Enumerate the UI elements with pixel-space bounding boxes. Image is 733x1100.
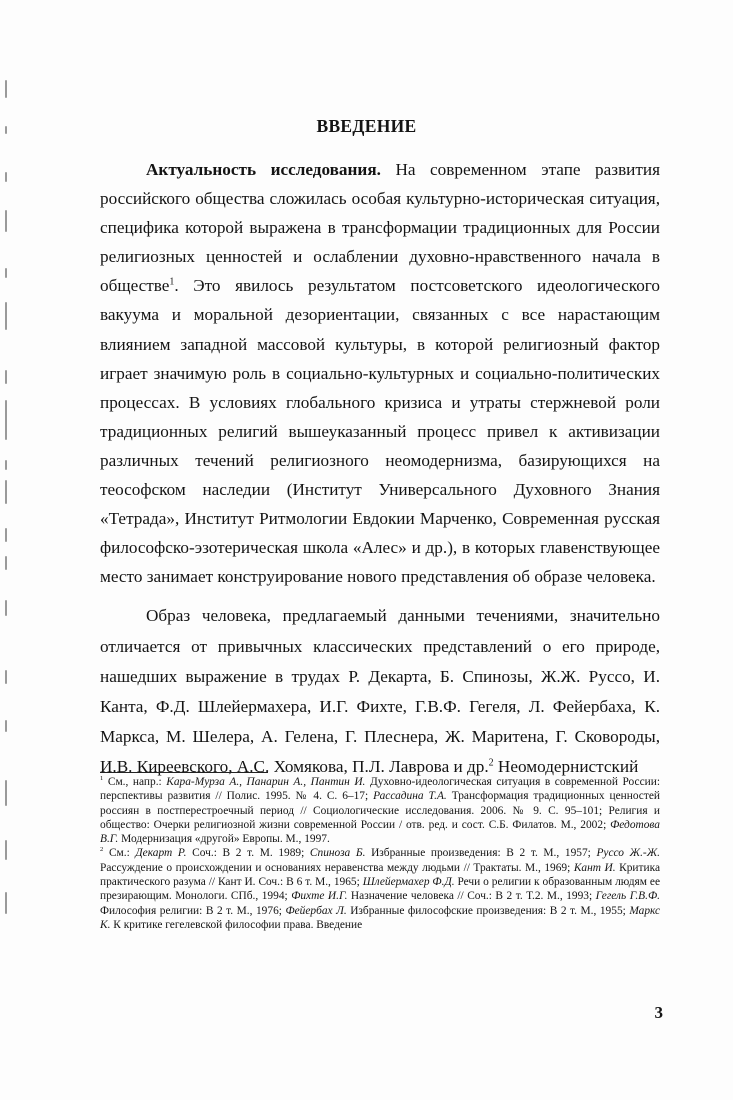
footnote-text: Рассуждение о происхождении и основаниях неравенства между людьми // Трактаты. М., 1969; — [100, 861, 574, 874]
paragraph-lead: Актуальность исследования. — [146, 160, 381, 179]
scan-edge-marks — [2, 80, 14, 940]
footnote-number: 1 — [100, 775, 104, 783]
page-title: ВВЕДЕНИЕ — [316, 116, 417, 136]
footnotes — [100, 775, 660, 932]
footnote-text: Модернизация «другой» Европы. М., 1997. — [118, 833, 330, 846]
footnote-author: Фихте И.Г. — [291, 890, 348, 903]
footnote-author: Шлейермахер Ф.Д. — [362, 876, 455, 889]
footnote-ref-1: 1 — [169, 276, 175, 288]
footnote-author: Кара-Мурза А., Панарин А., Пантин И. — [166, 776, 366, 788]
main-text — [100, 155, 660, 783]
paragraph-text: Неомодернистский — [493, 757, 639, 777]
footnote-author: Руссо Ж.-Ж. — [596, 847, 660, 860]
footnote-text: Речи о религии к образованным людям ее презирающим. Монологи. СПб., 1994; — [100, 876, 661, 903]
footnote-author: Федотова В.Г. — [100, 818, 660, 846]
paragraph-relevance — [100, 155, 660, 591]
paragraph-text: . Это явилось результатом постсоветского идеологического вакуума и моральной дезориентации, связанных с все нарастающим влиянием западной массовой культуры, в которой религиозный фактор играет значимую роль в социально-культурных и социально-политических процессах. В условиях глобального кризиса и утраты стержневой роли традиционных религий вышеуказанный процесс привел к активизации различных течений религиозного неомодернизма, базирующихся на теософском наследии (Институт Универсального Духовного Знания «Тетрада», Институт Ритмологии Евдокии Марченко, Современная русская философско-эзотерическая школа «Алес» и др.), в которых главенствующее место занимает конструирование нового представления об образе человека. — [100, 276, 660, 587]
footnote-author: Маркс К. — [100, 904, 660, 931]
paragraph-text: Образ человека, предлагаемый данными течениями, значительно отличается от привычных классических представлений о его природе, нашедших выражение в трудах Р. Декарта, Б. Спинозы, Ж.Ж. Руссо, И. Канта, Ф.Д. Шлейермахера, И.Г. Фихте, Г.В.Ф. Гегеля, Л. Фейербаха, К. Маркса, М. Шелера, А. Гелена, Г. Плеснера, Ж. Маритена, Г. Сковороды, И.В. Киреевского, А.С. Хомякова, П.Л. Лаврова и др. — [100, 606, 660, 777]
paragraph-text: На современном этапе развития российского общества сложилась особая культурно-историческая ситуация, специфика которой выражена в трансформации традиционных для России религиозных ценностей и ослаблении духовно-нравственного начала в обществе — [100, 160, 660, 296]
footnote-text: К критике гегелевской философии права. Введение — [110, 918, 363, 931]
footnote-author: Фейербах Л. — [285, 904, 347, 917]
page-number: 3 — [654, 1003, 663, 1022]
footnote-divider — [100, 772, 268, 773]
footnote-text: Избранные философские произведения: В 2 т. М., 1955; — [346, 904, 630, 917]
footnote-text: Избранные произведения: В 2 т. М., 1957; — [365, 847, 597, 860]
footnote-author: Декарт Р. — [135, 847, 187, 860]
footnote-ref-2: 2 — [488, 757, 494, 769]
footnote-author: Гегель Г.В.Ф. — [595, 890, 660, 903]
footnote-text: См., напр.: — [103, 776, 167, 788]
footnote-2 — [100, 846, 660, 932]
footnote-text: Назначение человека // Соч.: В 2 т. Т.2. М., 1993; — [347, 890, 596, 903]
footnote-number: 2 — [100, 846, 104, 854]
footnote-text: Критика практического разума // Кант И. Соч.: В 6 т. М., 1965; — [100, 861, 660, 889]
footnote-text: См.: — [103, 847, 136, 860]
footnote-author: Рассадина Т.А. — [373, 790, 447, 803]
footnote-author: Спиноза Б. — [309, 847, 366, 860]
footnote-text: Духовно-идеологическая ситуация в современной России: перспективы развития // Полис. 1995. № 4. С. 6–17; — [100, 776, 660, 803]
paragraph-human-image — [100, 601, 660, 782]
footnote-text: Философия религии: В 2 т. М., 1976; — [100, 904, 286, 917]
footnote-author: Кант И. — [573, 861, 616, 874]
footnote-text: Трансформация традиционных ценностей россиян в постперестроечный период // Социологические исследования. 2006. № 9. С. 95–101; Религия и общество: Очерки религиозной жизни современной России / отв. ред. и сост. С.Б. Филатов. М., 2002; — [100, 790, 660, 831]
footnote-1 — [100, 775, 660, 846]
footnote-text: Соч.: В 2 т. М. 1989; — [186, 847, 310, 860]
